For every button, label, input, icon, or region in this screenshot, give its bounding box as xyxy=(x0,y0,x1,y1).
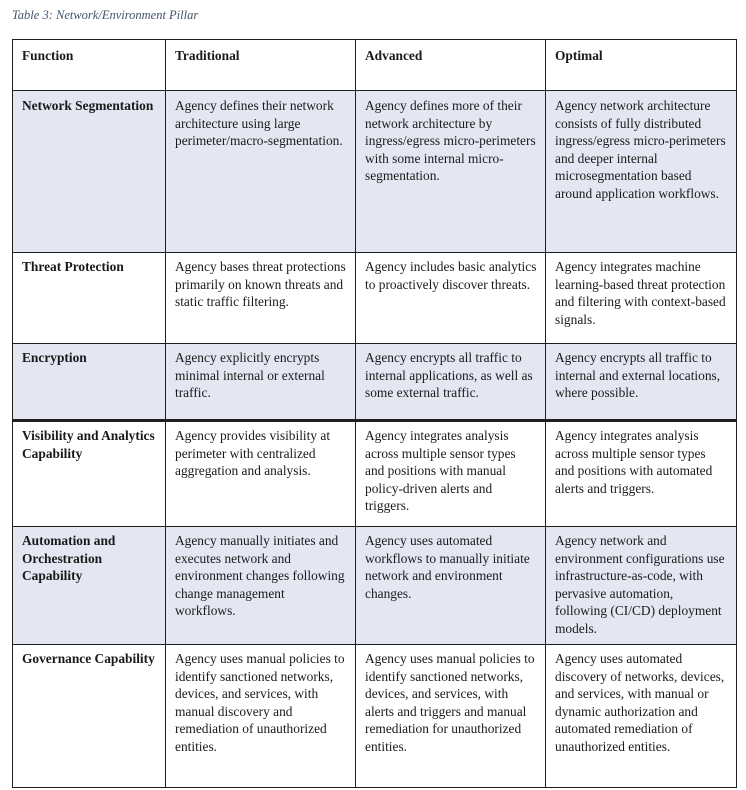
network-environment-pillar-table xyxy=(12,39,737,788)
traditional-cell: Agency manually initiates and executes network and environment changes following change management workflows. xyxy=(166,527,356,645)
advanced-cell: Agency defines more of their network architecture by ingress/egress micro-perimeters with some internal micro-segmentation. xyxy=(356,91,546,253)
function-cell: Threat Protection xyxy=(13,253,166,344)
advanced-cell: Agency integrates analysis across multiple sensor types and positions with manual policy-driven alerts and triggers. xyxy=(356,421,546,527)
advanced-cell: Agency uses automated workflows to manually initiate network and environment changes. xyxy=(356,527,546,645)
optimal-cell: Agency integrates machine learning-based threat protection and filtering with context-based signals. xyxy=(546,253,737,344)
function-cell: Governance Capability xyxy=(13,645,166,788)
traditional-cell: Agency provides visibility at perimeter with centralized aggregation and analysis. xyxy=(166,421,356,527)
traditional-cell: Agency defines their network architecture using large perimeter/macro-segmentation. xyxy=(166,91,356,253)
optimal-cell: Agency encrypts all traffic to internal and external locations, where possible. xyxy=(546,344,737,421)
optimal-cell: Agency network architecture consists of fully distributed ingress/egress micro-perimeters and deeper internal microsegmentation based around application workflows. xyxy=(546,91,737,253)
table-row xyxy=(13,527,737,645)
table-row xyxy=(13,91,737,253)
function-cell: Visibility and Analytics Capability xyxy=(13,421,166,527)
column-header-traditional: Traditional xyxy=(166,40,356,91)
table-row xyxy=(13,645,737,788)
traditional-cell: Agency explicitly encrypts minimal internal or external traffic. xyxy=(166,344,356,421)
advanced-cell: Agency includes basic analytics to proactively discover threats. xyxy=(356,253,546,344)
function-cell: Encryption xyxy=(13,344,166,421)
table-row xyxy=(13,253,737,344)
table-caption: Table 3: Network/Environment Pillar xyxy=(12,8,199,22)
optimal-cell: Agency network and environment configurations use infrastructure-as-code, with pervasive automation, following (CI/CD) deployment models. xyxy=(546,527,737,645)
table-header-row xyxy=(13,40,737,91)
optimal-cell: Agency integrates analysis across multiple sensor types and positions with automated alerts and triggers. xyxy=(546,421,737,527)
traditional-cell: Agency uses manual policies to identify sanctioned networks, devices, and services, with manual discovery and remediation of unauthorized entities. xyxy=(166,645,356,788)
table-row xyxy=(13,421,737,527)
function-cell: Automation and Orchestration Capability xyxy=(13,527,166,645)
table-row xyxy=(13,344,737,421)
column-header-function: Function xyxy=(13,40,166,91)
optimal-cell: Agency uses automated discovery of networks, devices, and services, with manual or dynamic authorization and automated remediation of unauthorized entities. xyxy=(546,645,737,788)
column-header-optimal: Optimal xyxy=(546,40,737,91)
function-cell: Network Segmentation xyxy=(13,91,166,253)
column-header-advanced: Advanced xyxy=(356,40,546,91)
advanced-cell: Agency encrypts all traffic to internal applications, as well as some external traffic. xyxy=(356,344,546,421)
traditional-cell: Agency bases threat protections primarily on known threats and static traffic filtering. xyxy=(166,253,356,344)
advanced-cell: Agency uses manual policies to identify sanctioned networks, devices, and services, with alerts and triggers and manual remediation for unauthorized entities. xyxy=(356,645,546,788)
